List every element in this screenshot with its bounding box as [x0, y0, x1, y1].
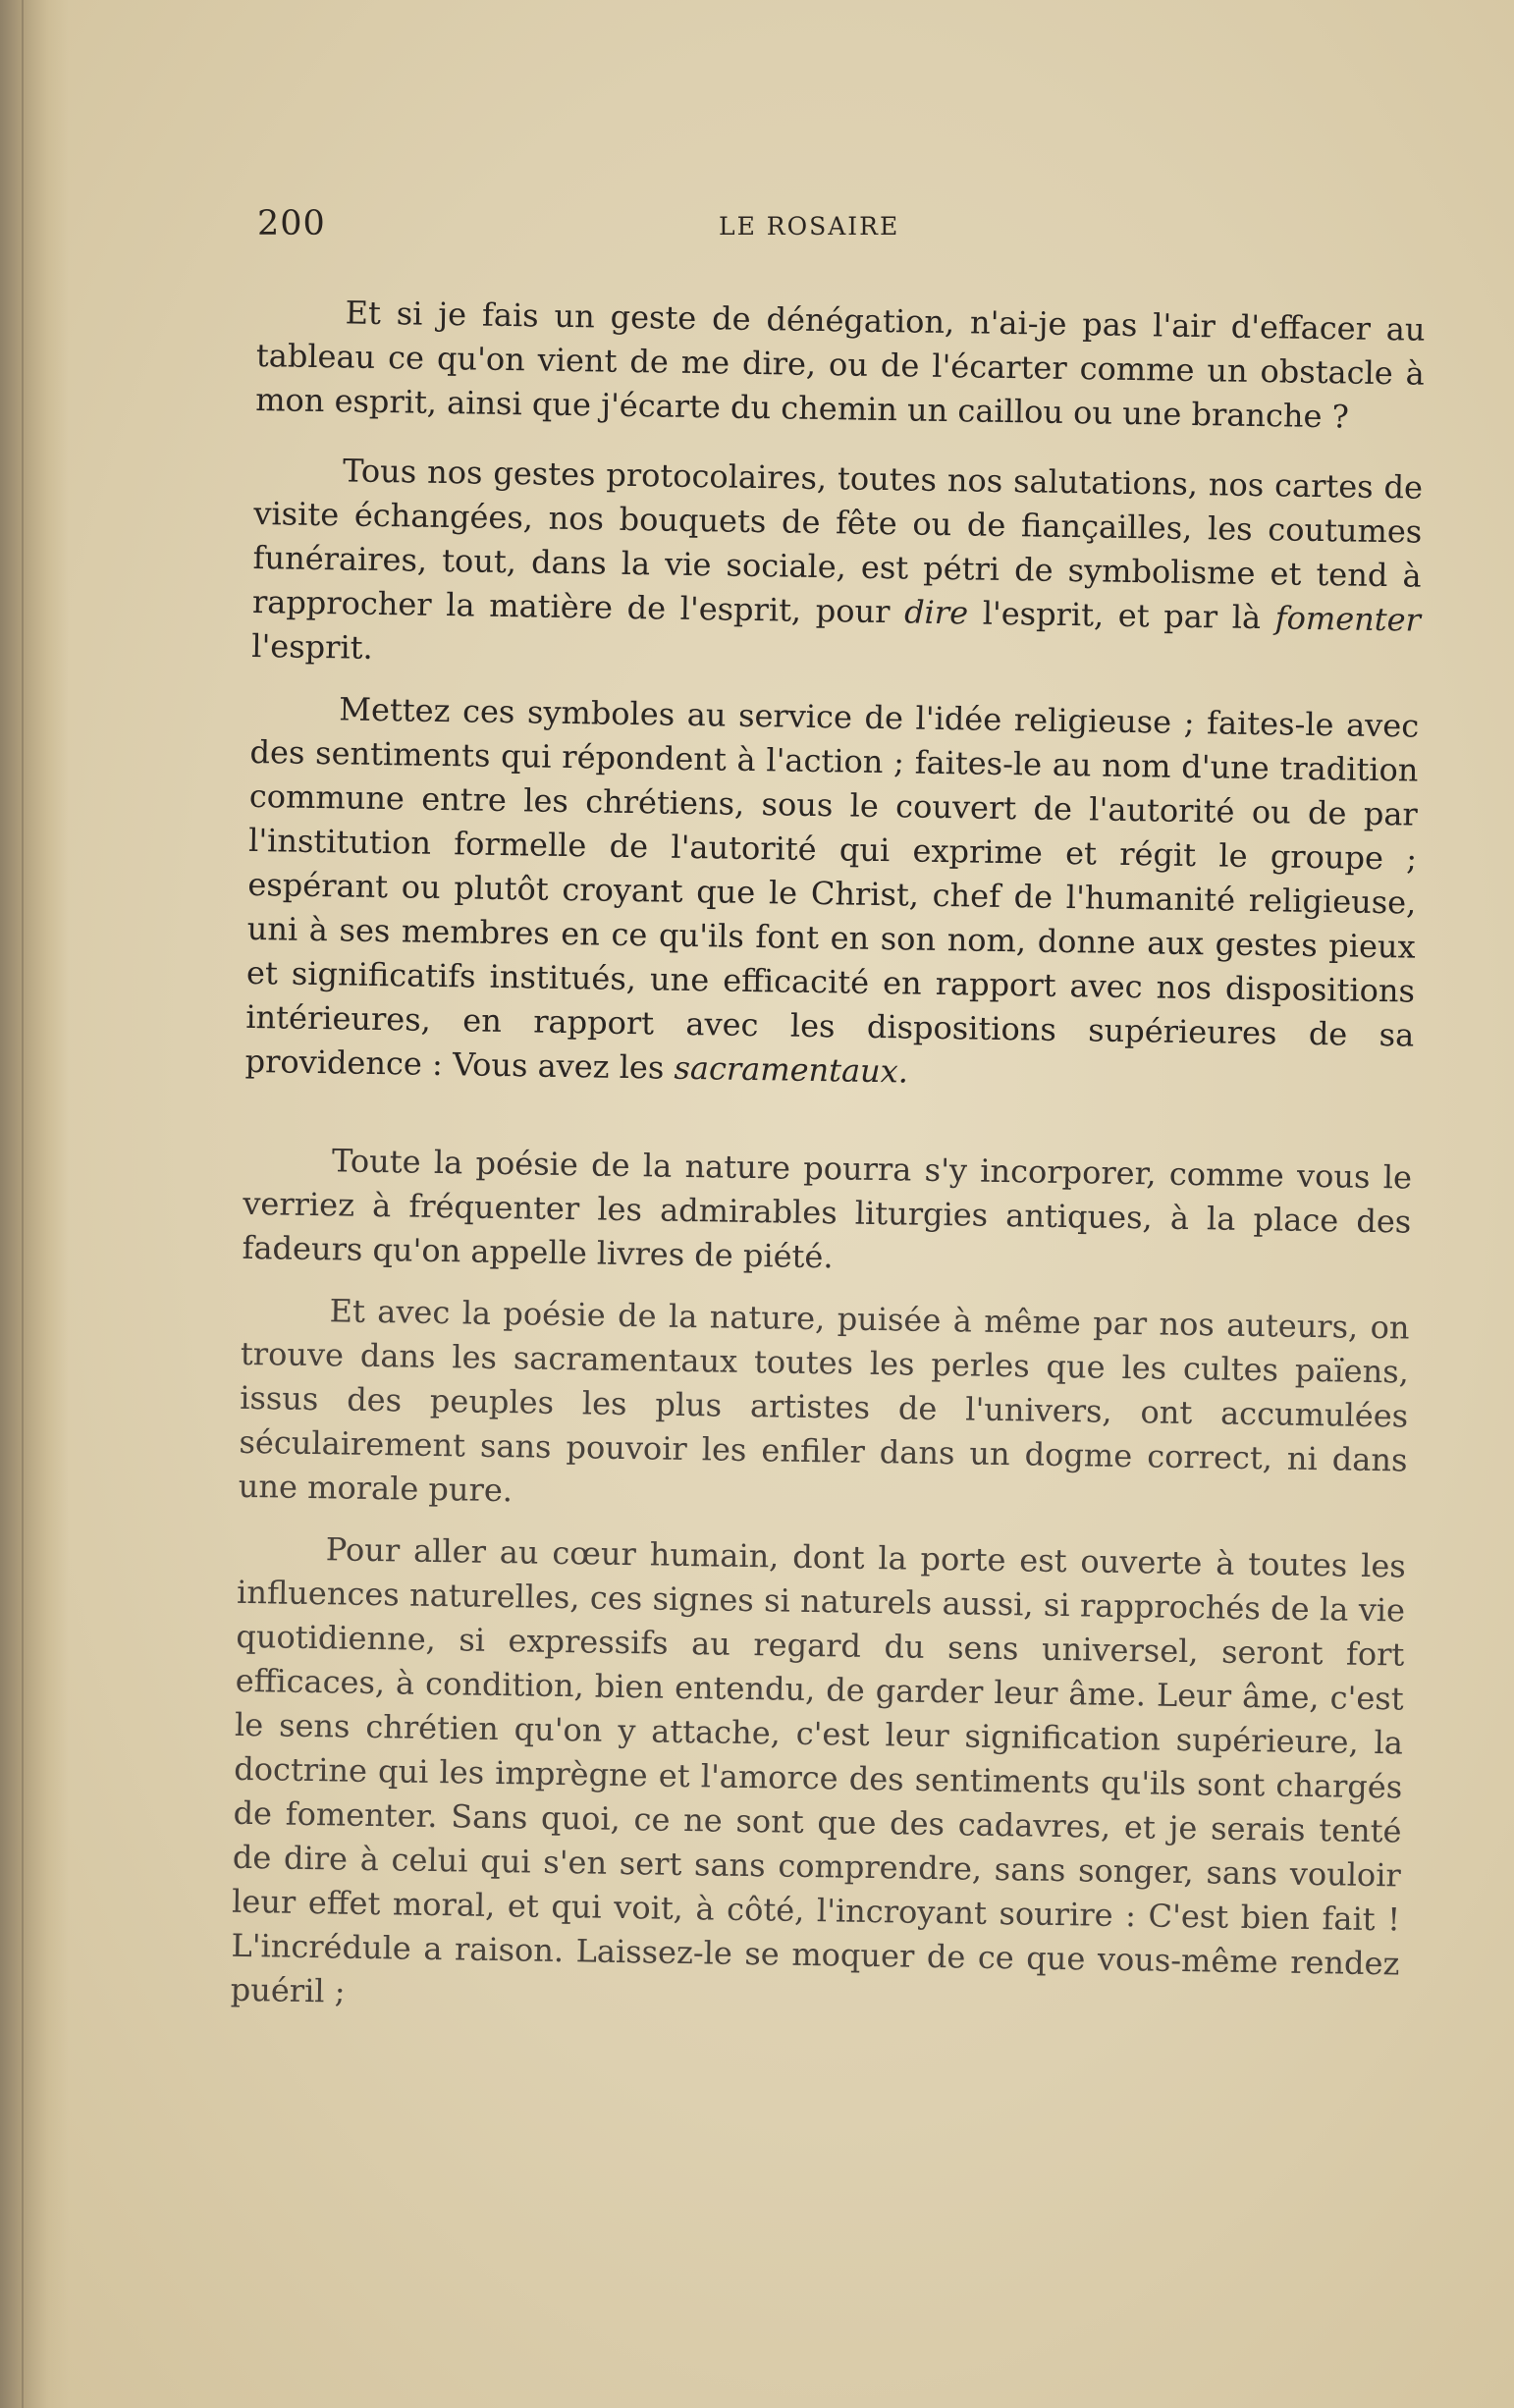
paragraph-4: Toute la poésie de la nature pourra s'y incorporer, comme vous le verriez à fréquenter les admirables liturgies antiques, à la place des fadeurs qu'on appelle livres de piété.: [242, 1142, 1413, 1276]
paragraph-2-italic-fomenter: fomenter: [1274, 599, 1422, 639]
paragraph-2: [251, 448, 1423, 687]
paragraph-2-text-a: Tous nos gestes protocolaires, toutes nos salutations, nos cartes de visite échangées, nos bouquets de fête ou de fiançailles, les coutumes funéraires, tout, dans la vie sociale, est pétri de symbolisme et tend à rapprocher la matière de l'esprit, pour: [251, 452, 1424, 631]
paragraph-2-text-b: l'esprit, et par là: [967, 594, 1276, 637]
paragraph-5: Et avec la poésie de la nature, puisée à même par nos auteurs, on trouve dans les sacramentaux toutes les perles que les cultes païens, issus des peuples les plus artistes de l'univers, ont accumulées séculairement sans pouvoir les enfiler dans un dogme correct, ni dans une morale pure.: [238, 1292, 1410, 1510]
running-head: LE ROSAIRE: [719, 212, 900, 241]
paragraph-1: Et si je fais un geste de dénégation, n'ai-je pas l'air d'effacer au tableau ce qu'on vient de me dire, ou de l'écarter comme un obstacle à mon esprit, ainsi que j'écarte du chemin un caillou ou une branche ?: [254, 294, 1426, 436]
paragraph-3: [244, 686, 1419, 1102]
paragraph-3-italic-sacramentaux: sacramentaux.: [674, 1048, 909, 1091]
paragraph-2-text-c: l'esprit.: [250, 626, 374, 667]
paragraph-3-text: Mettez ces symboles au service de l'idée religieuse ; faites-le avec des sentiments qui répondent à l'action ; faites-le au nom d'une tradition commune entre les chrétiens, sous le couvert de l'autorité ou de par l'institution formelle de l'autorité qui exprime et régit le groupe ; espérant ou plutôt croyant que le Christ, chef de l'humanité religieuse, uni à ses membres en ce qu'ils font en son nom, donne aux gestes pieux et significatifs institués, une efficacité en rapport avec nos dispositions intérieures, en rapport avec les dispositions supérieures de sa providence : Vous avez les: [244, 690, 1420, 1087]
paragraph-2-italic-dire: dire: [903, 593, 969, 632]
page-header: [257, 204, 1386, 253]
binding-edge: [22, 0, 24, 2408]
page-number: 200: [257, 204, 326, 243]
paragraph-6: Pour aller au cœur humain, dont la porte est ouverte à toutes les influences naturelles, ces signes si naturels aussi, si rapprochés de la vie quotidienne, si expressifs au regard du sens universel, seront fort efficaces, à condition, bien entendu, de garder leur âme. Leur âme, c'est le sens chrétien qu'on y attache, c'est leur signification supérieure, la doctrine qui les imprègne et l'amorce des sentiments qu'ils sont chargés de fomenter. Sans quoi, ce ne sont que des cadavres, et je serais tenté de dire à celui qui s'en sert sans comprendre, sans songer, sans vouloir leur effet moral, et qui voit, à côté, l'incroyant sourire : C'est bien fait ! L'incrédule a raison. Laissez-le se moquer de ce que vous-même rendez puéril ;: [230, 1530, 1407, 2010]
body-text: [230, 290, 1425, 2030]
book-gutter: [0, 0, 69, 2408]
